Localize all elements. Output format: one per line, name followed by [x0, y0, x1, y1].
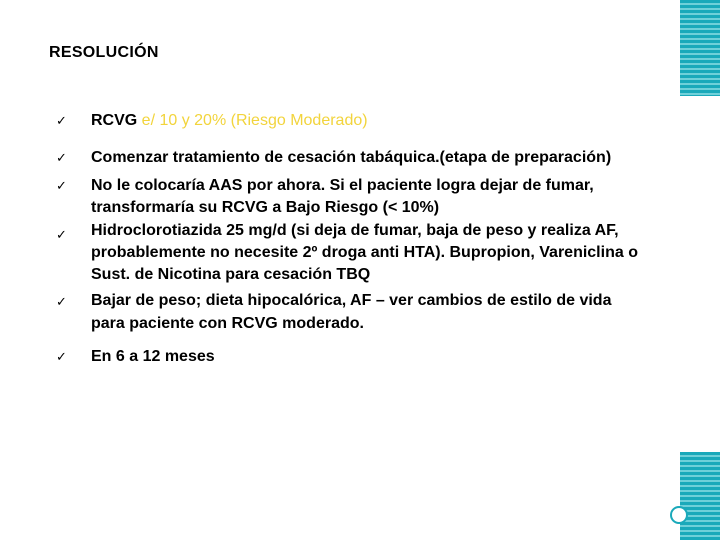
bullet-hctz-line-2: probablemente no necesite 2º droga anti HTA). Bupropion, Vareniclina o — [91, 244, 638, 261]
bullet-weight-line-1: Bajar de peso; dieta hipocalórica, AF – ver cambios de estilo de vida — [91, 292, 612, 309]
checkmark-icon: ✓ — [56, 114, 67, 129]
decorative-stripes-bottom — [680, 452, 720, 540]
bullet-aas-line-2: transformaría su RCVG a Bajo Riesgo (< 10%) — [91, 199, 440, 216]
checkmark-icon: ✓ — [56, 295, 67, 310]
bullet-weight-line-2: para paciente con RCVG moderado. — [91, 315, 364, 332]
checkmark-icon: ✓ — [56, 350, 67, 365]
decorative-stripes-top — [680, 0, 720, 96]
bullet-rcvg — [91, 110, 368, 131]
checkmark-icon: ✓ — [56, 151, 67, 166]
bullet-hctz-line-3: Sust. de Nicotina para cesación TBQ — [91, 266, 371, 283]
checkmark-icon: ✓ — [56, 228, 67, 243]
bullet-hctz-line-1: Hidroclorotiazida 25 mg/d (si deja de fumar, baja de peso y realiza AF, — [91, 222, 619, 239]
page-title: RESOLUCIÓN — [49, 44, 159, 61]
bullet-rcvg-label: RCVG — [91, 112, 142, 129]
risk-range-highlight: e/ 10 y 20% (Riesgo Moderado) — [141, 112, 368, 129]
checkmark-icon: ✓ — [56, 179, 67, 194]
corner-circle-icon — [670, 506, 688, 524]
bullet-followup: En 6 a 12 meses — [91, 348, 215, 365]
bullet-aas-line-1: No le colocaría AAS por ahora. Si el paciente logra dejar de fumar, — [91, 177, 594, 194]
bullet-smoking-cessation: Comenzar tratamiento de cesación tabáquica.(etapa de preparación) — [91, 149, 612, 166]
